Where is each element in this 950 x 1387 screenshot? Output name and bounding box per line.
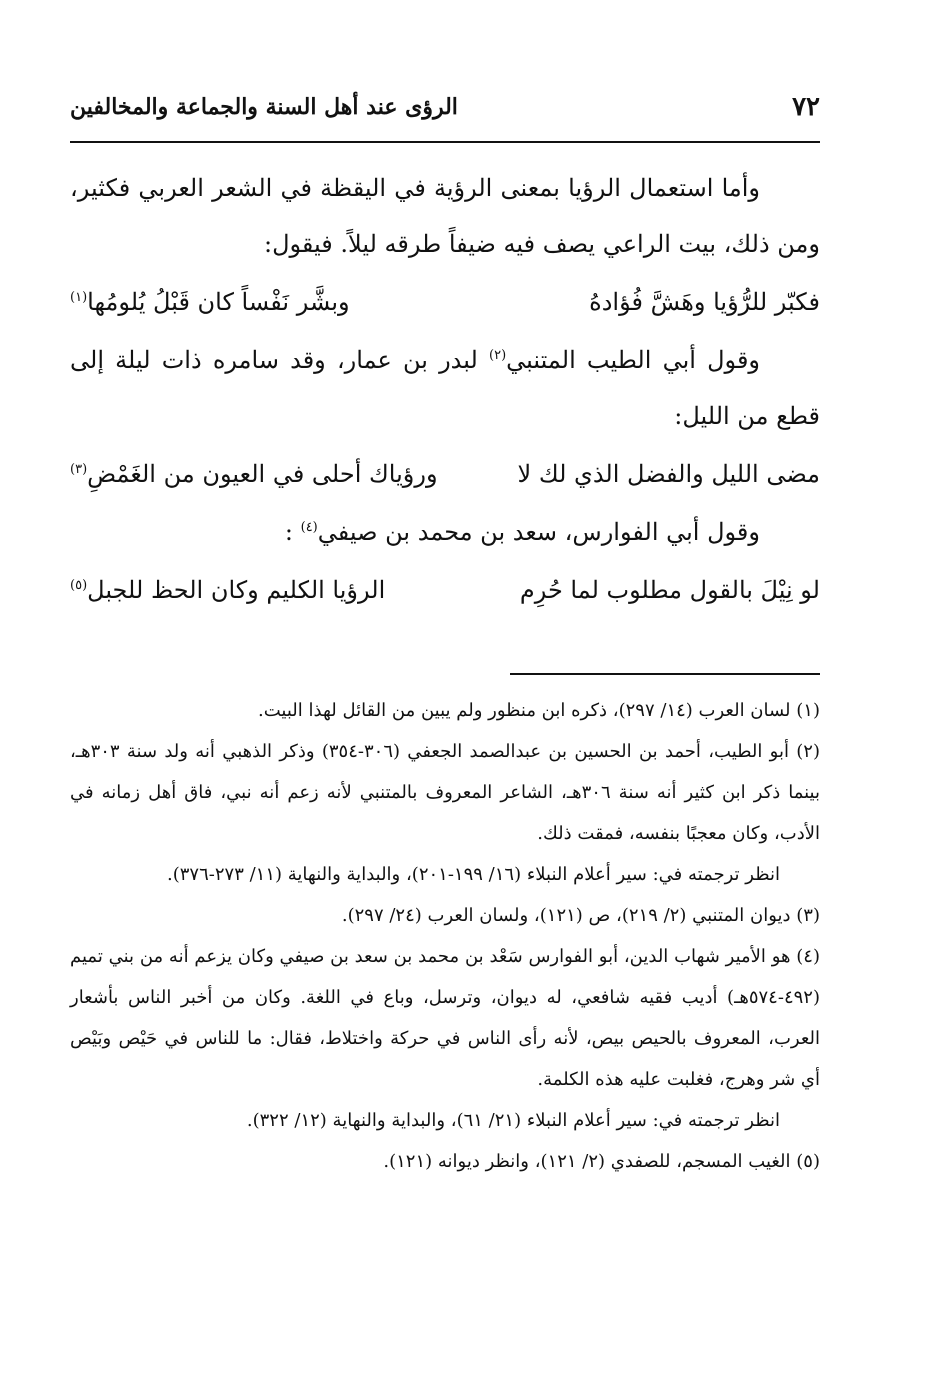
verse-3-second-text: الرؤيا الكليم وكان الحظ للجبل: [87, 576, 386, 604]
paragraph-mutanabbi: [70, 332, 820, 444]
paragraph-mutanabbi-text-a: وقول أبي الطيب المتنبي: [506, 346, 761, 374]
verse-1-first-hemistich: فكبّر للرُّؤيا وهَشَّ فُؤادهُ: [589, 288, 820, 316]
page-number: ٧٢: [792, 92, 820, 122]
verse-line-2: [70, 444, 820, 504]
footnote-marker-1: (١): [70, 290, 88, 305]
footnote-2: (٢) أبو الطيب، أحمد بن الحسين بن عبدالصمد الجعفي (٣٠٦-٣٥٤) وذكر الذهبي أنه ولد سنة ٣٠٣هـ، بينما ذكر ابن كثير أنه سنة ٣٠٦هـ، الشاعر المعروف بالمتنبي لأنه زعم أنه نبي، فاق أهل زمانه في الأدب، وكان معجبًا بنفسه، فمقت ذلك.: [70, 741, 820, 844]
verse-1-second-text: وبشَّر نَفْساً كان قَبْلُ يُلومُها: [87, 288, 350, 316]
paragraph-abu-al-fawaris: [70, 504, 820, 560]
footnote-4-reference: انظر ترجمته في: سير أعلام النبلاء (٢١/ ٦١)، والبداية والنهاية (١٢/ ٣٢٢).: [246, 1110, 780, 1131]
verse-1-second-hemistich: [70, 272, 350, 332]
footnote-3: (٣) ديوان المتنبي (٢/ ٢١٩)، ص (١٢١)، ولسان العرب (٢٤/ ٢٩٧).: [341, 905, 820, 926]
footnote-separator: [510, 673, 820, 675]
footnote-marker-2: (٢): [489, 348, 507, 363]
footnote-marker-5: (٥): [70, 578, 88, 593]
verse-2-second-hemistich: [70, 444, 438, 504]
running-title: الرؤى عند أهل السنة والجماعة والمخالفين: [70, 94, 458, 120]
main-text: [70, 160, 820, 620]
verse-3-first-hemistich: لو نِيْلَ بالقول مطلوب لما حُرِم: [519, 576, 820, 604]
paragraph-abu-al-fawaris-colon: :: [284, 518, 293, 546]
header-rule: [70, 141, 820, 143]
verse-line-1: [70, 272, 820, 332]
verse-2-first-hemistich: مضى الليل والفضل الذي لك لا: [517, 460, 820, 488]
footnote-1: (١) لسان العرب (١٤/ ٢٩٧)، ذكره ابن منظور ولم يبين من القائل لهذا البيت.: [258, 700, 820, 721]
footnote-marker-4: (٤): [300, 520, 318, 535]
footnotes: [70, 690, 820, 1182]
verse-line-3: [70, 560, 820, 620]
footnote-5: (٥) الغيب المسجم، للصفدي (٢/ ١٢١)، وانظر ديوانه (١٢١).: [383, 1151, 820, 1172]
paragraph-intro: وأما استعمال الرؤيا بمعنى الرؤية في اليقظة في الشعر العربي فكثير، ومن ذلك، بيت الراعي يصف فيه ضيفاً طرقه ليلاً. فيقول:: [70, 174, 820, 258]
paragraph-abu-al-fawaris-text: وقول أبي الفوارس، سعد بن محمد بن صيفي: [317, 518, 760, 546]
footnote-4: (٤) هو الأمير شهاب الدين، أبو الفوارس سَعْد بن محمد بن سعد بن صيفي وكان يزعم أنه من بني تميم (٤٩٢-٥٧٤هـ) أديب فقيه شافعي، له ديوان، وترسل، وباع في اللغة. وكان من أخبر الناس بأشعار العرب، المعروف بالحيص بيص، لأنه رأى الناس في حركة واختلاط، فقال: ما للناس في حَيْص وبَيْص أي شر وهرج، فغلبت عليه هذه الكلمة.: [70, 946, 820, 1090]
verse-2-second-text: ورؤياك أحلى في العيون من الغَمْضِ: [87, 460, 438, 488]
verse-3-second-hemistich: [70, 560, 385, 620]
page-header: [70, 92, 820, 132]
footnote-marker-3: (٣): [70, 462, 88, 477]
paragraph-mutanabbi-text-b: لبدر بن عمار، وقد سامره ذات ليلة إلى قطع من الليل:: [70, 346, 820, 430]
footnote-2-reference: انظر ترجمته في: سير أعلام النبلاء (١٦/ ١٩٩-٢٠١)، والبداية والنهاية (١١/ ٢٧٣-٣٧٦).: [167, 864, 780, 885]
